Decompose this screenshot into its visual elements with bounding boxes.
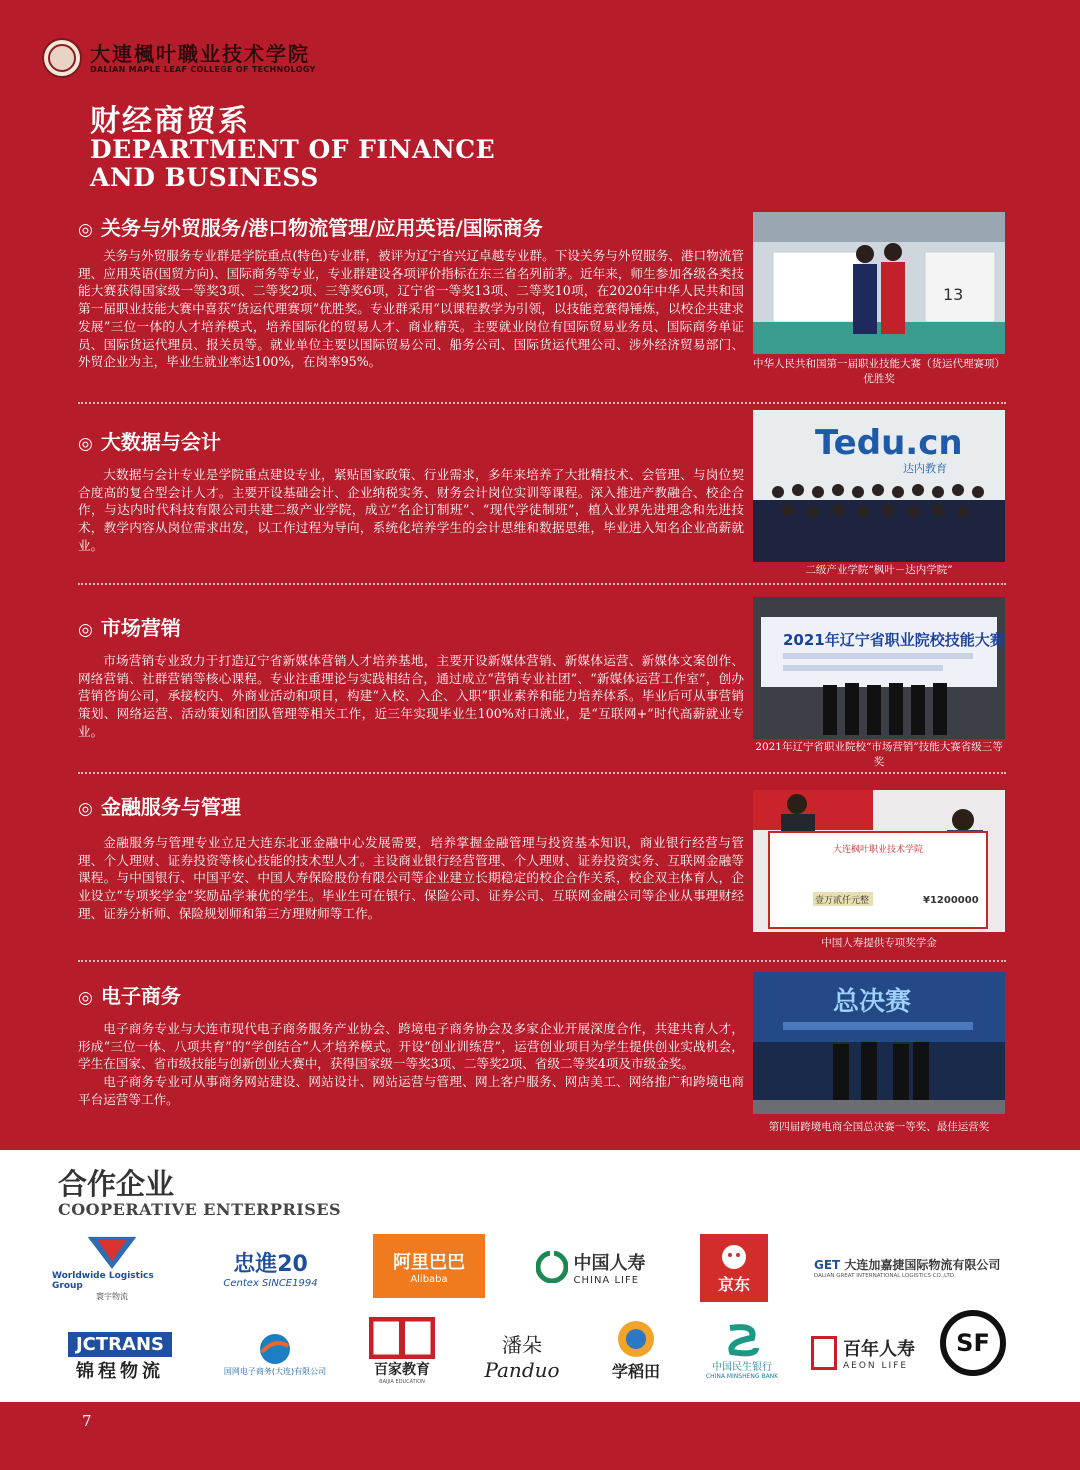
coop-title-en: COOPERATIVE ENTERPRISES [58,1200,342,1219]
section-body-finance: 金融服务与管理专业立足大连东北亚金融中心发展需要，培养掌握金融管理与投资基本知识，商业银行经营与管理、个人理财、证券投资等核心技能的技术型人才。主设商业银行经营管理、个人理财、证券投资实务、互联网金融等课程。与中国银行、中国平安、中国人寿保险股份有限公司等企业建立长期稳定的校企合作关系，校企双主体育人，企业设立“专项奖学金”奖励品学兼优的学生。毕业生可在银行、保险公司、证券公司、互联网金融公司等企业从事理财经理、证券分析师、保险规划师和第三方理财师等工作。 [78,835,744,921]
college-logo [42,38,316,78]
aeon-life-logo: 百年人寿 AEON LIFE [806,1326,920,1380]
section-divider [78,772,1006,774]
svg-text:Tedu.cn: Tedu.cn [815,423,963,463]
state-grid-ecommerce-logo: 国网电子商务(大连)有限公司 [214,1322,336,1386]
section-body-ecommerce: 电子商务专业与大连市现代电子商务服务产业协会、跨境电子商务协会及多家企业开展深度合作，共建共育人才，形成“三位一体、八项共育”的“学创结合”人才培养模式。开设“创业训练营”，运营创业项目为学生提供创业实战机会，学生在国家、省市级技能与创新创业大赛中，获得国家级一等奖3项、二等奖2项、省级二等奖4项及市级金奖。 电子商务专业可从事商务网站建设、网站设计、网站运营与管理、网上客户服务、网店美工、网络推广和跨境电商平台运营等工作。 [78,1021,744,1107]
caption-scholarship: 中国人寿提供专项奖学金 [821,937,937,949]
caption-ecommerce-final: 第四届跨境电商全国总决赛一等奖、最佳运营奖 [768,1121,990,1133]
cooperative-enterprises-panel [0,1150,1080,1402]
caption-marketing-contest: 2021年辽宁省职业院校“市场营销”技能大赛省级三等奖 [755,741,1003,768]
section-title-finance: ◎ 金融服务与管理 [78,795,241,819]
jd-logo: 京东 [700,1234,768,1302]
department-title-en: DEPARTMENT OF FINANCE AND BUSINESS [90,135,496,192]
photo-scholarship [753,790,1005,932]
alibaba-logo: 阿里巴巴 Alibaba [373,1234,485,1298]
photo-tedu-college [753,410,1005,562]
section-body-accounting: 大数据与会计专业是学院重点建设专业，紧贴国家政策、行业需求，多年来培养了大批精技术、会管理、与岗位契合度高的复合型会计人才。主要开设基础会计、企业纳税实务、财务会计岗位实训等课程。深入推进产教融合、校企合作，与达内时代科技有限公司共建二级产业学院，成立“名企订制班”、“现代学徒制班”，植入业界先进理念和先进技术，教学内容从岗位需求出发，以工作过程为导向，系统化培养学生的会计思维和数据思维，毕业进入知名企业高薪就业。 [78,467,744,553]
photo-freight-award [753,212,1005,354]
baijia-education-logo: 百家教育 BAIJIA EDUCATION [364,1310,440,1392]
worldwide-logistics-logo: Worldwide Logistics Group 寰宇物流 [52,1232,172,1302]
china-life-logo: 中国人寿 CHINA LIFE [528,1244,653,1290]
xuedaotian-logo: 学稻田 [604,1310,668,1390]
photo-marketing-contest [753,597,1005,739]
svg-text:13: 13 [943,285,964,304]
panduo-logo: 潘朵 Panduo [484,1332,560,1382]
centex-logo: 忠進20 Centex SINCE1994 [223,1252,318,1289]
svg-text:总决赛: 总决赛 [833,987,912,1017]
svg-text:2021年辽宁省职业院校技能大赛: 2021年辽宁省职业院校技能大赛 [783,631,1005,649]
section-title-ecommerce: ◎ 电子商务 [78,984,181,1008]
section-title-customs: ◎ 关务与外贸服务/港口物流管理/应用英语/国际商务 [78,216,543,240]
section-body-customs: 关务与外贸服务专业群是学院重点(特色)专业群，被评为辽宁省兴辽卓越专业群。下设关务与外贸服务、港口物流管理、应用英语(国贸方向)、国际商务等专业，专业群建设各项评价指标在东三省名列前茅。近年来，师生参加各级各类技能大赛获得国家级一等奖3项、二等奖2项、三等奖6项，辽宁省一等奖13项、二等奖10项，在2020年中华人民共和国第一届职业技能大赛中喜获“货运代理赛项”优胜奖。专业群采用“以课程教学为引领，以技能竞赛得锤炼，以校企共建求发展”三位一体的人才培养模式，培养国际化的贸易人才、商业精英。主要就业岗位有国际贸易业务员、国际商务单证员、国际货运代理员、报关员等。就业单位主要以国际贸易公司、船务公司、国际货运代理公司、涉外经济贸易部门、外贸企业为主，毕业生就业率达100%，在岗率95%。 [78,248,744,370]
svg-text:大连枫叶职业技术学院: 大连枫叶职业技术学院 [833,845,924,855]
section-body-marketing: 市场营销专业致力于打造辽宁省新媒体营销人才培养基地，主要开设新媒体营销、新媒体运营、新媒体文案创作、网络营销、社群营销等核心课程。专业注重理论与实践相结合，通过成立“营销专业社团”、“新媒体运营工作室”，创办营销咨询公司，承接校内、外商业活动和项目，构建“入校、入企、入职”职业素养和能力培养体系。毕业后可从事营销策划、网络运营、活动策划和团队管理等相关工作，近三年实现毕业生100%对口就业，是“互联网+”时代高薪就业专业。 [78,653,744,739]
photo-ecommerce-final [753,972,1005,1114]
college-seal-icon [42,38,82,78]
svg-text:壹万贰仟元整: 壹万贰仟元整 [815,896,870,906]
coop-title-cn: 合作企业 [58,1167,175,1201]
sf-express-logo: SF [940,1310,1006,1376]
section-title-accounting: ◎ 大数据与会计 [78,430,221,454]
svg-text:达内教育: 达内教育 [903,462,947,475]
caption-freight-award: 中华人民共和国第一届职业技能大赛（货运代理赛项）优胜奖 [753,358,1005,385]
page-number: 7 [82,1412,92,1430]
minsheng-bank-logo: 中国民生银行 CHINA MINSHENG BANK [694,1316,790,1386]
jctrans-logo: JCTRANS 锦程物流 [56,1328,184,1386]
caption-tedu-college: 二级产业学院“枫叶－达内学院” [805,564,953,576]
department-title-cn: 财经商贸系 [90,104,250,139]
college-name-cn: 大連楓叶職业技术学院 [90,41,310,66]
dalian-logistics-logo: GET 大连加嘉捷国际物流有限公司 DALIAN GREAT INTERNATIONAL LOGISTICS CO.,LTD. [814,1257,1001,1279]
section-divider [78,402,1006,404]
college-name-en: DALIAN MAPLE LEAF COLLEGE OF TECHNOLOGY [90,64,316,74]
section-divider [78,583,1006,585]
section-divider [78,960,1006,962]
section-title-marketing: ◎ 市场营销 [78,616,181,640]
svg-text:¥1200000: ¥1200000 [923,895,979,906]
